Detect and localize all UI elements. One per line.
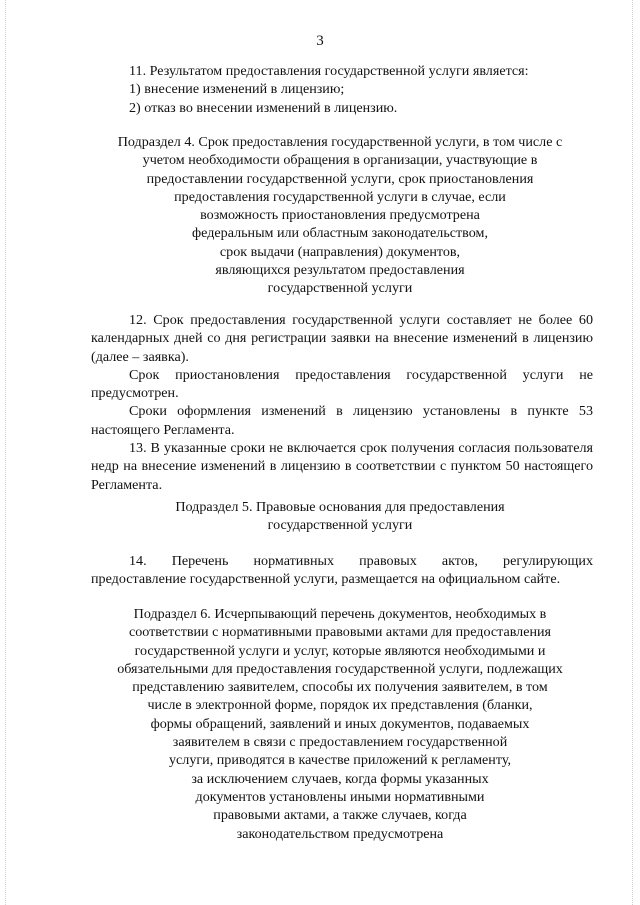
item-12-paragraph: 12. Срок предоставления государственной услуги составляет не более 60 календарных дней со дня регистрации заявки на внесение изменений в лицензию (далее – заявка). <box>91 312 593 365</box>
heading-line: возможность приостановления предусмотрена <box>200 207 480 224</box>
word: актов, <box>441 553 478 569</box>
subsection-6-heading <box>80 605 600 843</box>
items-12-13 <box>91 311 593 494</box>
word: регулирующих <box>503 553 593 569</box>
heading-line: предоставления государственной услуги в случае, если <box>174 188 506 205</box>
item-12-deadlines: Сроки оформления изменений в лицензию установлены в пункте 53 настоящего Регламента. <box>91 403 593 438</box>
heading-line: услуги, приводятся в качестве приложений к регламенту, <box>169 752 511 769</box>
heading-line: документов установлены иными нормативными <box>195 788 485 805</box>
heading-line: учетом необходимости обращения в организации, участвующие в <box>142 152 538 169</box>
heading-line: законодательством предусмотрена <box>236 825 444 842</box>
heading-line: числе в электронной форме, порядок их представления (бланки, <box>147 697 533 714</box>
item-12-suspension: Срок приостановления предоставления государственной услуги не предусмотрен. <box>91 366 593 402</box>
subsection-5-heading <box>80 498 600 535</box>
item-11 <box>91 62 593 117</box>
heading-line: заявителем в связи с предоставлением государственной <box>172 734 508 751</box>
heading-line: государственной услуги <box>267 280 413 297</box>
heading-line: являющихся результатом предоставления <box>215 262 465 279</box>
heading-line: государственной услуги <box>267 517 413 534</box>
heading-line: за исключением случаев, когда формы указанных <box>191 770 489 787</box>
heading-line: Подраздел 6. Исчерпывающий перечень документов, необходимых в <box>133 606 547 622</box>
heading-line: предоставлении государственной услуги, срок приостановления <box>146 170 534 187</box>
word: правовых <box>359 553 417 569</box>
heading-line: обязательными для предоставления государственной услуги, подлежащих <box>117 660 563 677</box>
heading-line: формы обращений, заявлений и иных документов, подаваемых <box>150 715 530 732</box>
scan-edge-left <box>5 0 7 905</box>
heading-line: Подраздел 4. Срок предоставления государственной услуги, в том числе с <box>117 134 563 150</box>
heading-line: государственной услуги и услуг, которые являются необходимыми и <box>134 642 546 659</box>
scan-edge-right <box>632 0 634 905</box>
item-14-second-line: предоставление государственной услуги, размещается на официальном сайте. <box>91 571 561 588</box>
heading-line: представлению заявителем, способы их получения заявителем, в том <box>132 679 548 696</box>
heading-line: федеральным или областным законодательством, <box>192 225 488 242</box>
heading-line: правовыми актами, а также случаев, когда <box>213 807 467 824</box>
item-14 <box>91 552 593 589</box>
word: Перечень <box>171 553 229 569</box>
item-11-option-1: 1) внесение изменений в лицензию; <box>129 81 345 98</box>
subsection-4-heading <box>80 133 600 298</box>
item-11-intro: 11. Результатом предоставления государственной услуги является: <box>129 63 529 79</box>
item-13-paragraph: 13. В указанные сроки не включается срок получения согласия пользователя недр на внесение изменений в лицензию в соответствии с пунктом 50 настоящего Регламента. <box>91 440 593 493</box>
heading-line: срок выдачи (направления) документов, <box>219 243 461 260</box>
page-number: 3 <box>316 33 324 49</box>
heading-line: Подраздел 5. Правовые основания для предоставления <box>175 499 505 515</box>
item-11-option-2: 2) отказ во внесении изменений в лицензию. <box>129 99 398 116</box>
item-14-first-line <box>91 552 593 570</box>
heading-line: соответствии с нормативными правовыми актами для предоставления <box>128 624 552 641</box>
word: нормативных <box>253 553 335 569</box>
word: 14. <box>129 553 147 569</box>
